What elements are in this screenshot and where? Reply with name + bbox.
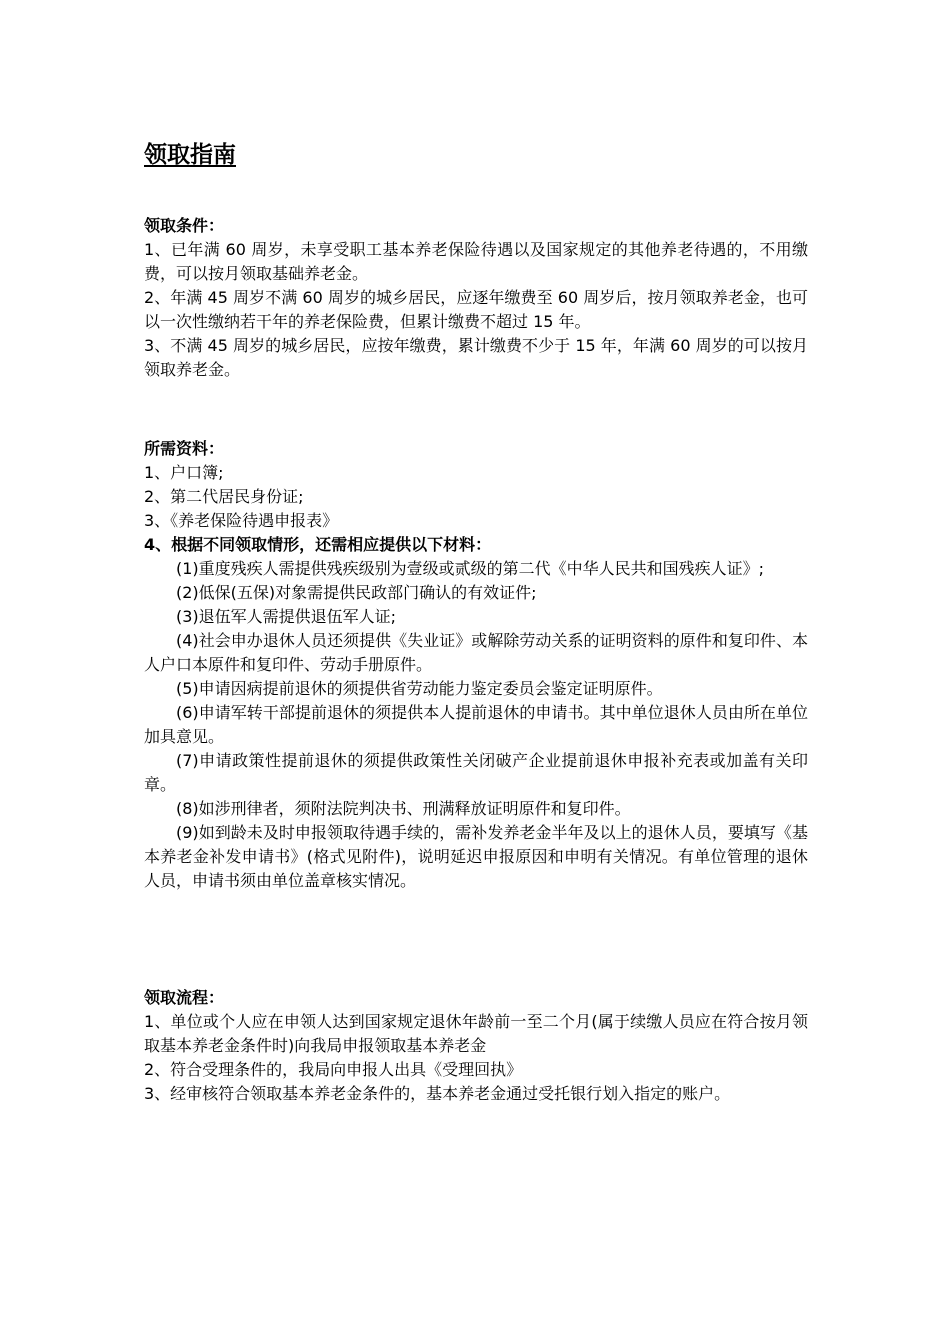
conditions-section — [144, 214, 808, 382]
materials-section — [144, 437, 808, 893]
material-item: 3、《养老保险待遇申报表》 — [144, 511, 339, 530]
process-item: 3、经审核符合领取基本养老金条件的，基本养老金通过受托银行划入指定的账户。 — [144, 1084, 731, 1103]
material-item-4: 4、根据不同领取情形，还需相应提供以下材料： — [144, 535, 492, 554]
condition-item: 2、年满 45 周岁不满 60 周岁的城乡居民，应逐年缴费至 60 周岁后，按月领取养老金，也可以一次性缴纳若干年的养老保险费，但累计缴费不超过 15 年。 — [144, 288, 808, 331]
material-item: 1、户口簿; — [144, 463, 224, 482]
document-title: 领取指南 — [144, 142, 236, 168]
process-item: 2、符合受理条件的，我局向申报人出具《受理回执》 — [144, 1060, 523, 1079]
material-subitem: (7)申请政策性提前退休的须提供政策性关闭破产企业提前退休申报补充表或加盖有关印章。 — [144, 751, 808, 794]
process-heading: 领取流程： — [144, 988, 225, 1007]
condition-item: 1、已年满 60 周岁，未享受职工基本养老保险待遇以及国家规定的其他养老待遇的，不用缴费，可以按月领取基础养老金。 — [144, 240, 808, 283]
process-item: 1、单位或个人应在申领人达到国家规定退休年龄前一至二个月(属于续缴人员应在符合按月领取基本养老金条件时)向我局申报领取基本养老金 — [144, 1012, 808, 1055]
material-item: 2、第二代居民身份证; — [144, 487, 304, 506]
material-subitem: (1)重度残疾人需提供残疾级别为壹级或贰级的第二代《中华人民共和国残疾人证》; — [176, 559, 765, 578]
material-subitem: (5)申请因病提前退休的须提供省劳动能力鉴定委员会鉴定证明原件。 — [176, 679, 663, 698]
process-section — [144, 986, 808, 1106]
material-subitem: (3)退伍军人需提供退伍军人证; — [176, 607, 397, 626]
material-subitem: (6)申请军转干部提前退休的须提供本人提前退休的申请书。其中单位退休人员由所在单位加具意见。 — [144, 703, 808, 746]
material-subitem: (4)社会申办退休人员还须提供《失业证》或解除劳动关系的证明资料的原件和复印件、本人户口本原件和复印件、劳动手册原件。 — [144, 631, 808, 674]
material-subitem: (8)如涉刑律者，须附法院判决书、刑满释放证明原件和复印件。 — [176, 799, 631, 818]
condition-item: 3、不满 45 周岁的城乡居民，应按年缴费，累计缴费不少于 15 年，年满 60 周岁的可以按月领取养老金。 — [144, 336, 808, 379]
conditions-heading: 领取条件： — [144, 216, 225, 235]
material-subitem: (9)如到龄未及时申报领取待遇手续的，需补发养老金半年及以上的退休人员，要填写《基本养老金补发申请书》(格式见附件)，说明延迟申报原因和申明有关情况。有单位管理的退休人员，申请书须由单位盖章核实情况。 — [144, 823, 808, 890]
materials-heading: 所需资料： — [144, 439, 225, 458]
material-subitem: (2)低保(五保)对象需提供民政部门确认的有效证件; — [176, 583, 537, 602]
